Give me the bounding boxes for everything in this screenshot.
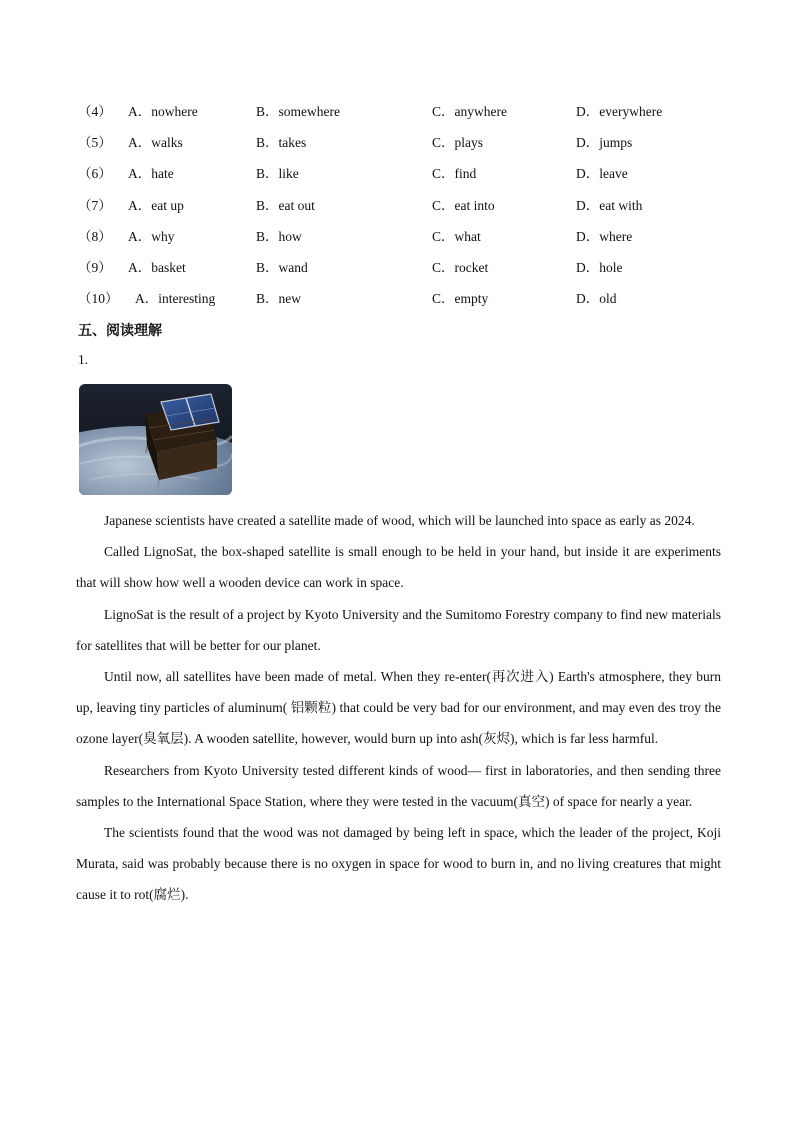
option-d: D．leave bbox=[576, 166, 628, 182]
option-b: B．how bbox=[256, 228, 302, 244]
option-d: D．hole bbox=[576, 259, 623, 275]
passage-paragraph: Called LignoSat, the box-shaped satellite is small enough to be held in your hand, but inside it are experiments that will show how well a wooden device can work in space. bbox=[76, 544, 721, 591]
option-c: C．eat into bbox=[432, 197, 495, 213]
option-d: D．everywhere bbox=[576, 104, 663, 119]
option-row-10 bbox=[78, 289, 738, 320]
question-number: （8） bbox=[78, 228, 112, 244]
option-d: D．eat with bbox=[576, 197, 643, 213]
option-a: A．why bbox=[128, 228, 175, 244]
option-a: A．interesting bbox=[135, 291, 216, 307]
option-b: B．wand bbox=[256, 259, 308, 275]
question-number: （7） bbox=[78, 197, 112, 213]
option-c: C．rocket bbox=[432, 259, 489, 275]
option-row-9 bbox=[78, 258, 738, 289]
question-number: （5） bbox=[78, 135, 112, 151]
option-a: A．nowhere bbox=[128, 104, 198, 119]
option-d: D．where bbox=[576, 228, 633, 244]
option-b: B．like bbox=[256, 166, 299, 182]
reading-passage bbox=[76, 505, 721, 911]
option-c: C．find bbox=[432, 166, 477, 182]
option-list bbox=[78, 102, 738, 320]
passage-paragraph: LignoSat is the result of a project by Kyoto University and the Sumitomo Forestry company to find new materials for satellites that will be better for our planet. bbox=[76, 606, 721, 653]
question-number: （6） bbox=[78, 166, 112, 182]
option-b: B．eat out bbox=[256, 197, 315, 213]
option-d: D．old bbox=[576, 291, 617, 307]
option-d: D．jumps bbox=[576, 135, 633, 151]
option-row-5 bbox=[78, 133, 738, 164]
option-a: A．eat up bbox=[128, 197, 184, 213]
option-c: C．empty bbox=[432, 291, 489, 307]
option-c: C．plays bbox=[432, 135, 484, 151]
option-b: B．somewhere bbox=[256, 104, 340, 119]
option-c: C．what bbox=[432, 228, 481, 244]
option-row-4 bbox=[78, 102, 738, 133]
reading-question-number: 1. bbox=[78, 352, 89, 367]
option-row-7 bbox=[78, 196, 738, 227]
question-number: （9） bbox=[78, 259, 112, 275]
section-title: 五、阅读理解 bbox=[78, 323, 162, 339]
passage-paragraph: Japanese scientists have created a satellite made of wood, which will be launched into space as early as 2024. bbox=[104, 513, 695, 528]
passage-paragraph: The scientists found that the wood was not damaged by being left in space, which the leader of the project, Koji Murata, said was probably because there is no oxygen in space for wood to burn in, and no living creatures that might cause it to rot(腐烂). bbox=[76, 825, 721, 903]
option-row-8 bbox=[78, 227, 738, 258]
question-number: （10） bbox=[78, 291, 119, 307]
option-a: A．basket bbox=[128, 259, 186, 275]
option-c: C．anywhere bbox=[432, 104, 507, 119]
question-number: （4） bbox=[78, 104, 112, 119]
satellite-image bbox=[79, 384, 232, 495]
option-row-6 bbox=[78, 164, 738, 195]
option-b: B．takes bbox=[256, 135, 307, 151]
option-a: A．hate bbox=[128, 166, 174, 182]
option-a: A．walks bbox=[128, 135, 183, 151]
passage-paragraph: Researchers from Kyoto University tested different kinds of wood— first in laboratories, and then sending three samples to the International Space Station, where they were tested in the vacuum(真空) of space for nearly a year. bbox=[76, 762, 721, 809]
passage-paragraph: Until now, all satellites have been made of metal. When they re-enter(再次进入) Earth's atmosphere, they burn up, leaving tiny particles of aluminum( 铝颗粒) that could be very bad for our environment, and may even des troy the ozone layer(臭氧层). A wooden satellite, however, would burn up into ash(灰烬), which is far less harmful. bbox=[76, 669, 721, 747]
option-b: B．new bbox=[256, 291, 301, 307]
